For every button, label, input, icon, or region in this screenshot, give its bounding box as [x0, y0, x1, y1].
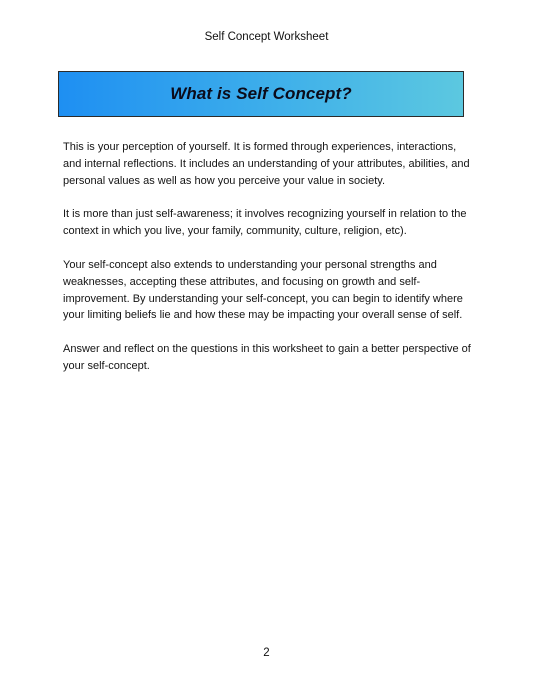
paragraph-context: It is more than just self-awareness; it involves recognizing yourself in relation to the context in which you live, your family, community, culture, religion, etc).	[63, 208, 467, 238]
page-number: 2	[263, 647, 270, 659]
title-banner	[58, 71, 464, 117]
paragraph-strengths: Your self-concept also extends to understanding your personal strengths and weaknesses, accepting these attributes, and focusing on growth and self-improvement. By understanding your self-concept, you can begin to identify where your limiting beliefs lie and how these may be impacting your overall sense of self.	[63, 258, 463, 322]
paragraph-definition: This is your perception of yourself. It is formed through experiences, interactions, and internal reflections. It includes an understanding of your attributes, abilities, and personal values as well as how you perceive your value in society.	[63, 141, 470, 187]
running-header: Self Concept Worksheet	[204, 31, 329, 43]
body-text	[63, 139, 473, 392]
paragraph-instructions: Answer and reflect on the questions in this worksheet to gain a better perspective of your self-concept.	[63, 343, 471, 372]
section-title: What is Self Concept?	[170, 84, 352, 103]
